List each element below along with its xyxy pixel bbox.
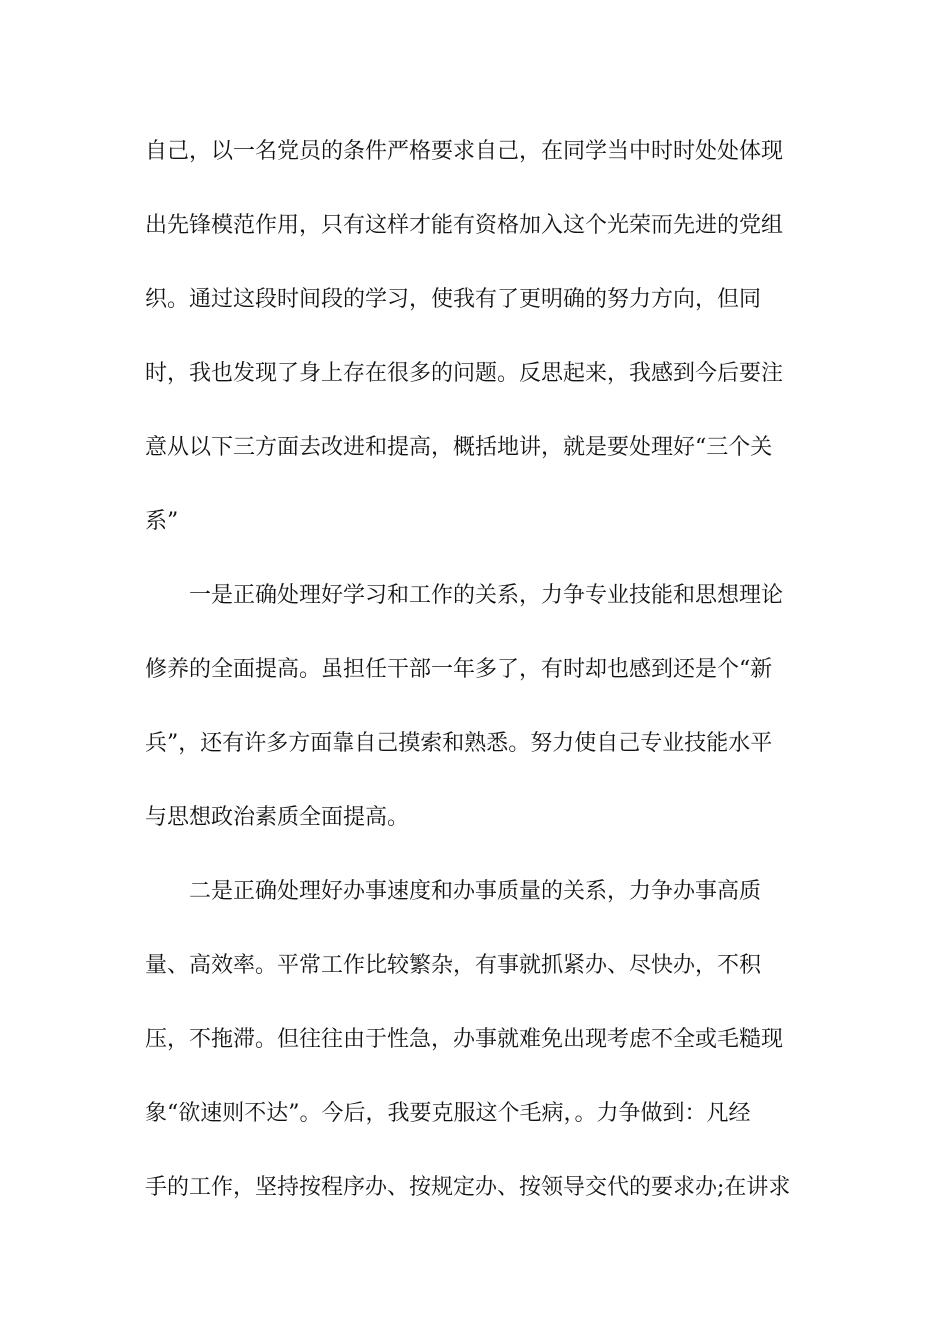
text-line: 与思想政治素质全面提高。	[145, 805, 410, 830]
paragraph-start-line: 二是正确处理好办事速度和办事质量的关系，力争办事高质	[189, 879, 762, 904]
text-line: 象“欲速则不达”。今后，我要克服这个毛病，。力争做到：凡经	[145, 1101, 751, 1126]
text-line: 修养的全面提高。虽担任干部一年多了，有时却也感到还是个“新	[145, 657, 773, 682]
text-line: 时，我也发现了身上存在很多的问题。反思起来，我感到今后要注	[145, 361, 784, 386]
text-line: 自己，以一名党员的条件严格要求自己，在同学当中时时处处体现	[145, 139, 784, 164]
text-line: 压，不拖滞。但往往由于性急，办事就难免出现考虑不全或毛糙现	[145, 1027, 784, 1052]
text-line: 织。通过这段时间段的学习，使我有了更明确的努力方向，但同	[145, 287, 762, 312]
text-line: 出先锋模范作用，只有这样才能有资格加入这个光荣而先进的党组	[145, 213, 784, 238]
text-line: 量、高效率。平常工作比较繁杂，有事就抓紧办、尽快办，不积	[145, 953, 762, 978]
text-line: 系”	[145, 509, 179, 534]
document-body	[145, 130, 825, 1240]
paragraph-start-line: 一是正确处理好学习和工作的关系，力争专业技能和思想理论	[189, 583, 784, 608]
text-line: 兵”，还有许多方面靠自己摸索和熟悉。努力使自己专业技能水平	[145, 731, 773, 756]
text-line: 意从以下三方面去改进和提高，概括地讲，就是要处理好“三个关	[145, 435, 773, 460]
text-line: 手的工作，坚持按程序办、按规定办、按领导交代的要求办;在讲求	[145, 1175, 791, 1200]
